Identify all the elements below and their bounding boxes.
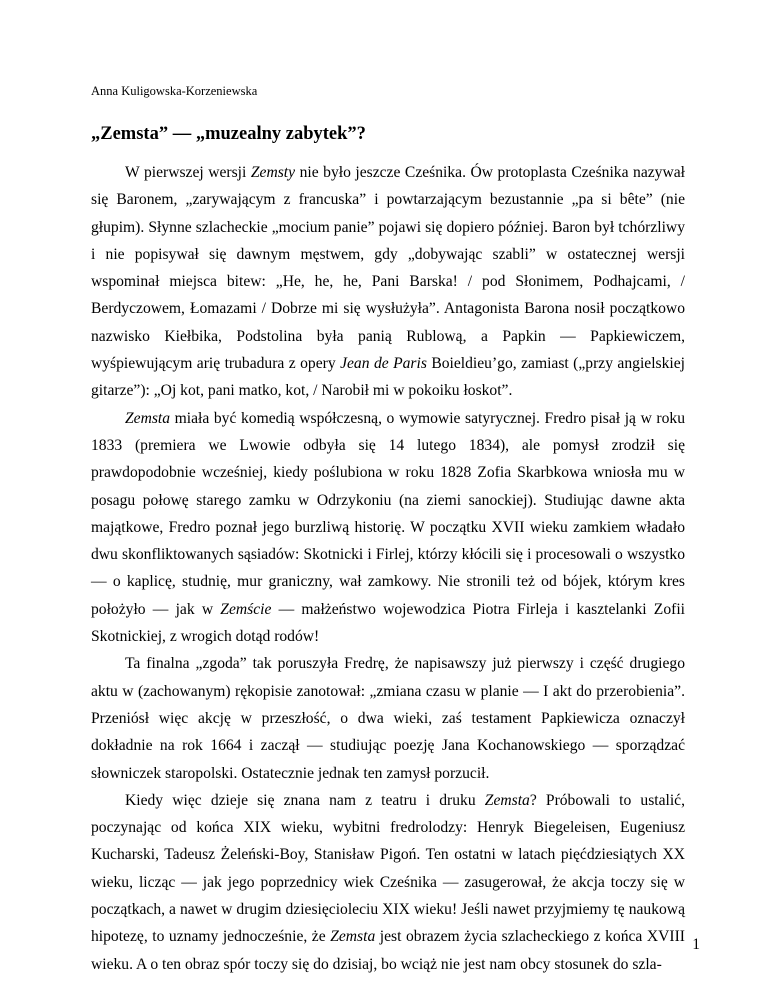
- paragraph: [91, 650, 685, 786]
- italic-title-text: Zemście: [220, 600, 272, 618]
- paragraph-text: — małżeństwo wojewodzica Piotra Firleja i kasztelanki Zofii Skotnickiej, z wrogich dotąd rodów!: [91, 600, 685, 646]
- paragraph-text: Kiedy więc dzieje się znana nam z teatru i druku: [125, 791, 485, 809]
- paragraph: [91, 405, 685, 651]
- paragraph-text: nie było jeszcze Cześnika. Ów protoplasta Cześnika nazywał się Baronem, „zarywającym z francuska” i powtarzającym bezustannie „pa si bête” (nie głupim). Słynne szlacheckie „mocium panie” pojawi się dopiero później. Baron był tchórzliwy i nie popisywał się dawnym męstwem, gdy „dobywając szabli” w ostatecznej wersji wspominał miejsca bitew: „He, he, he, Pani Barska! / pod Słonimem, Podhajcami, / Berdyczowem, Łomazami / Dobrze mi się wysłużyła”. Antagonista Barona nosił początkowo nazwisko Kiełbika, Podstolina była panią Rublową, a Papkin — Papkiewiczem, wyśpiewującym arię trubadura z opery: [91, 164, 685, 373]
- paragraph-text: Boieldieu’go, zamiast („przy angielskiej gitarze”): „Oj kot, pani matko, kot, / Narobił mi w pokoiku łoskot”.: [91, 355, 685, 400]
- italic-title-text: Zemsta: [484, 791, 530, 809]
- author-name: Anna Kuligowska-Korzeniewska: [91, 84, 258, 98]
- article-title: „Zemsta” — „muzealny zabytek”?: [91, 124, 366, 144]
- italic-title-text: Zemsta: [125, 409, 171, 427]
- italic-title-text: Jean de Paris: [340, 355, 427, 373]
- article-body: [91, 159, 685, 978]
- paragraph-text: jest obrazem życia szlacheckiego z końca XVIII wieku. A o ten obraz spór toczy się do dzisiaj, bo wciąż nie jest nam obcy stosunek do szla-: [91, 928, 685, 973]
- paragraph-text: ? Próbowali to ustalić, poczynając od końca XIX wieku, wybitni fredrolodzy: Henryk Biegeleisen, Eugeniusz Kucharski, Tadeusz Żeleński-Boy, Stanisław Pigoń. Ten ostatni w latach pięćdziesiątych XX wieku, licząc — jak jego poprzednicy wiek Cześnika — zasugerował, że akcja toczy się w początkach, a nawet w drugim dziesięcioleciu XIX wieku! Jeśli nawet przyjmiemy tę naukową hipotezę, to uznamy jednocześnie, że: [91, 791, 686, 946]
- paragraph: [91, 159, 685, 405]
- paragraph-text: Ta finalna „zgoda” tak poruszyła Fredrę, że napisawszy już pierwszy i część drugiego aktu w (zachowanym) rękopisie zanotował: „zmiana czasu w planie — I akt do przerobienia”. Przeniósł więc akcję w przeszłość, o dwa wieki, zaś testament Papkiewicza oznaczył dokładnie na rok 1664 i zaczął — studiując poezję Jana Kochanowskiego — sporządzać słowniczek staropolski. Ostatecznie jednak ten zamysł porzucił.: [91, 655, 685, 782]
- italic-title-text: Zemsty: [250, 164, 296, 181]
- paragraph-text: W pierwszej wersji: [125, 164, 251, 181]
- italic-title-text: Zemsta: [330, 928, 376, 946]
- paragraph: [91, 787, 685, 978]
- paragraph-text: miała być komedią współczesną, o wymowie satyrycznej. Fredro pisał ją w roku 1833 (premiera we Lwowie odbyła się 14 lutego 1834), ale pomysł zrodził się prawdopodobnie wcześniej, kiedy poślubiona w roku 1828 Zofia Skarbkowa wniosła mu w posagu połowę starego zamku w Odrzykoniu (na ziemi sanockiej). Studiując dawne akta majątkowe, Fredro poznał jego burzliwą historię. W początku XVII wieku zamkiem władało dwu skonfliktowanych sąsiadów: Skotnicki i Firlej, którzy kłócili się i procesowali o wszystko — o kaplicę, studnię, mur graniczny, wał zamkowy. Nie stronili też od bójek, którym kres położyło — jak w: [91, 409, 685, 618]
- page-number: 1: [692, 936, 700, 953]
